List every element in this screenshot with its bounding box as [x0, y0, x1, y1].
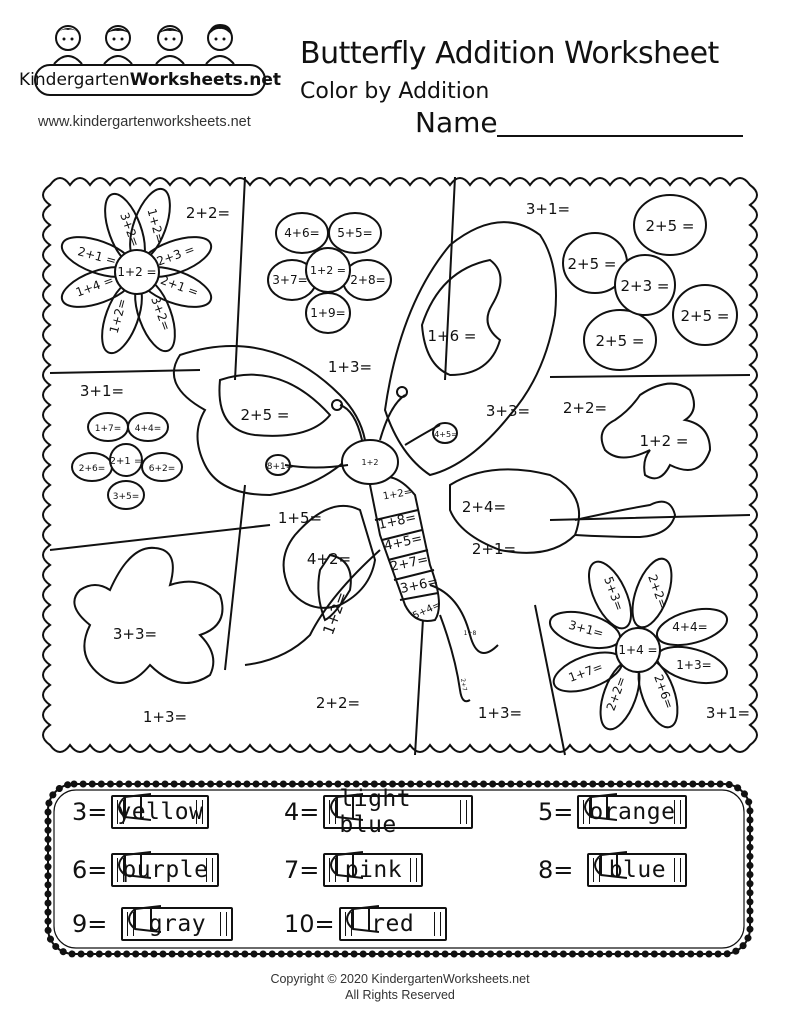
region-label: 3+3= [112, 625, 158, 643]
crayon-purple [111, 850, 219, 890]
key-item[interactable] [538, 848, 687, 892]
logo-text: KindergartenWorksheets.net [19, 70, 281, 90]
flower-1-center: 1+2 = [117, 265, 157, 279]
flower-5-petal: 2+2= [603, 674, 629, 713]
flower-1-petal: 1+4 = [73, 272, 116, 300]
flower-3-petal: 2+5 = [645, 217, 695, 235]
key-item[interactable] [284, 786, 473, 838]
region-label: 3+1= [525, 200, 571, 218]
flower-4-center: 2+1 = [109, 456, 143, 467]
key-number: 5= [538, 798, 574, 826]
flower-5-petal: 1+7= [566, 659, 605, 685]
color-key [38, 774, 760, 964]
flower-2-petal: 5+5= [337, 226, 373, 240]
butterfly-hand-label: 4+5= [434, 430, 458, 439]
flower-3-petal: 2+5 = [595, 332, 645, 350]
color-name: red [371, 911, 415, 937]
key-number: 10= [284, 910, 335, 938]
flower-2-petal: 4+6= [284, 226, 320, 240]
key-number: 8= [538, 856, 574, 884]
butterfly-face-label: 1+2 [361, 458, 379, 467]
butterfly-hand-label: 8+1= [266, 462, 294, 472]
flower-2-center: 1+2 = [310, 264, 346, 277]
flower-2-petal: 1+9= [310, 306, 346, 320]
region-label: 2+2= [315, 694, 361, 712]
site-url: www.kindergartenworksheets.net [38, 114, 251, 130]
flower-5-petal: 3+1= [567, 617, 605, 641]
copyright-line: All Rights Reserved [345, 988, 455, 1002]
crayon-orange [577, 792, 687, 832]
crayon-body [323, 786, 473, 838]
butterfly-body-label: 4+5= [382, 531, 424, 554]
key-number: 9= [72, 910, 108, 938]
region-label: 1+6 = [427, 327, 477, 345]
region-label: 2+5 = [240, 406, 290, 424]
color-name: purple [122, 857, 209, 883]
region-label: 4+2= [306, 550, 352, 568]
key-item[interactable] [284, 902, 447, 946]
copyright [0, 971, 800, 1003]
region-label: 1+2= [319, 589, 352, 638]
butterfly-body-label: 3+6= [398, 574, 440, 597]
flower-1-petal: 3+2= [148, 294, 174, 333]
flower-2-petal: 2+8= [350, 273, 386, 287]
key-number: 7= [284, 856, 320, 884]
flower-5-petal: 2+6= [651, 672, 677, 711]
key-item[interactable] [72, 902, 233, 946]
region-label: 2+2= [185, 204, 231, 222]
coloring-picture-svg [30, 165, 775, 765]
large-butterfly-left [74, 548, 222, 683]
color-name: orange [589, 799, 676, 825]
coloring-picture[interactable] [30, 165, 775, 765]
flower-1-petal: 1+2= [144, 207, 168, 245]
flower-1-petal: 1+2= [106, 297, 130, 335]
crayon-body [577, 795, 687, 829]
butterfly-foot-label: 2+7 [458, 677, 469, 692]
flower-5-petal: 1+3= [676, 658, 712, 672]
flower-4-petal: 6+2= [148, 464, 176, 474]
butterfly-body-label: 2+7= [388, 552, 430, 575]
crayon-yellow [111, 792, 209, 832]
crayon-red [339, 904, 447, 944]
crayon-body [111, 853, 219, 887]
butterfly-body-label: 1+2= [382, 486, 414, 503]
crayon-pink [323, 850, 423, 890]
flower-4-petal: 1+7= [94, 424, 122, 434]
butterfly-body-label: 1+8= [376, 510, 418, 533]
small-butterfly-right [602, 384, 710, 479]
flower-3-petal: 2+5 = [567, 255, 617, 273]
region-label: 1+2 = [639, 432, 689, 450]
flower-4-petal: 2+6= [78, 464, 106, 474]
key-item[interactable] [72, 790, 209, 834]
flower-5-petal: 2+2= [645, 572, 671, 611]
region-label: 3+3= [485, 402, 531, 420]
logo-badge[interactable] [19, 64, 281, 96]
region-label: 1+3= [477, 704, 523, 722]
name-label: Name [415, 106, 498, 139]
region-label: 1+5= [277, 509, 323, 527]
flower-5-petal: 4+4= [672, 620, 708, 634]
region-label: 1+3= [327, 358, 373, 376]
crayon-gray [121, 904, 233, 944]
color-name: light blue [339, 786, 412, 838]
crayon-body [339, 907, 447, 941]
crayon-blue [587, 850, 687, 890]
flower-1-petal: 2+3 = [154, 241, 197, 269]
flower-5-petal: 5+3= [601, 574, 627, 613]
region-label: 2+2= [562, 399, 608, 417]
color-name: yellow [117, 799, 204, 825]
flower-3-petal: 2+5 = [680, 307, 730, 325]
key-number: 4= [284, 798, 320, 826]
crayon-body [587, 853, 687, 887]
key-item[interactable] [72, 848, 219, 892]
flower-2-petal: 3+7= [272, 273, 308, 287]
crayon-body [323, 853, 423, 887]
region-label: 2+1= [471, 540, 517, 558]
region-label: 2+4= [461, 498, 507, 516]
flower-4-petal: 4+4= [134, 424, 162, 434]
flower-1-petal: 2+1 = [158, 272, 201, 300]
worksheet-subtitle: Color by Addition [300, 79, 490, 104]
key-item[interactable] [284, 848, 423, 892]
worksheet-title: Butterfly Addition Worksheet [300, 36, 719, 71]
name-input-line[interactable] [497, 135, 743, 137]
color-name: blue [608, 857, 667, 883]
crayon-body [111, 795, 209, 829]
crayon-light-blue [323, 786, 473, 838]
copyright-line: Copyright © 2020 KindergartenWorksheets.net [270, 972, 530, 986]
flower-1-petal: 2+1 = [76, 244, 118, 268]
flower-3-center: 2+3 = [620, 277, 670, 295]
butterfly-foot-label: 1+8 [463, 630, 477, 637]
logo-children-illustration [40, 22, 265, 64]
key-number: 3= [72, 798, 108, 826]
region-label: 3+1= [705, 704, 751, 722]
crayon-body [121, 907, 233, 941]
butterfly-body-label: 5+4= [411, 599, 443, 622]
region-label: 1+3= [142, 708, 188, 726]
key-item[interactable] [538, 790, 687, 834]
flower-4-petal: 3+5= [112, 492, 140, 502]
key-number: 6= [72, 856, 108, 884]
flower-5-center: 1+4 = [618, 643, 658, 657]
flower-1-petal: 3+2= [117, 210, 143, 249]
color-name: pink [344, 857, 403, 883]
region-label: 3+1= [79, 382, 125, 400]
color-name: gray [148, 911, 207, 937]
